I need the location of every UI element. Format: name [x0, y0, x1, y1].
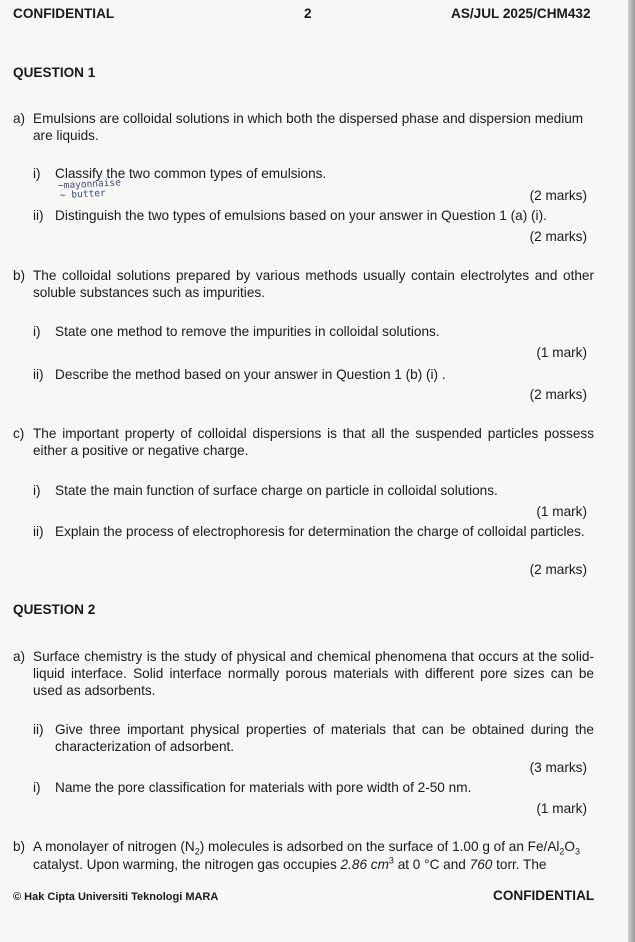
q1ci-marks: (1 mark)	[536, 504, 587, 519]
q2aii-text: Give three important physical properties of materials that can be obtained during the characterization of adsorbent.	[55, 722, 594, 754]
q2b-label: b)	[13, 839, 26, 854]
q2b-line2	[33, 856, 546, 873]
q2b-line2-part-c: torr. The	[492, 857, 547, 872]
q1bi-text: State one method to remove the impurities in colloidal solutions.	[55, 324, 440, 339]
q2b-line1	[33, 838, 580, 855]
q2b-o3-subscript: 3	[575, 846, 581, 857]
q1a-text: Emulsions are colloidal solutions in which both the dispersed phase and dispersion medium are liquids.	[33, 111, 584, 143]
q2b-pressure-value: 760	[469, 857, 493, 872]
q1c-label: c)	[13, 426, 25, 441]
q2b-cm3-superscript: 3	[388, 855, 394, 866]
question-1-title: QUESTION 1	[13, 65, 96, 80]
q2aii-marks: (3 marks)	[529, 760, 587, 775]
q2ai-marks: (1 mark)	[536, 801, 587, 816]
question-2-title: QUESTION 2	[13, 602, 96, 617]
handwritten-answer-1: ~mayonnaise	[57, 177, 122, 192]
handwritten-answer-2: ~ butter	[59, 187, 106, 202]
q2b-volume-value: 2.86 cm	[340, 857, 389, 872]
q1aii-label: ii)	[33, 208, 44, 223]
q2a-label: a)	[13, 649, 26, 664]
q2b-n2-subscript: 2	[194, 846, 200, 857]
q2ai-text: Name the pore classification for materials with pore width of 2-50 nm.	[55, 780, 472, 795]
footer-confidential: CONFIDENTIAL	[493, 888, 595, 903]
page-number: 2	[304, 6, 312, 21]
q1bii-label: ii)	[33, 367, 44, 382]
q1bii-marks: (2 marks)	[529, 387, 587, 402]
q1ai-label: i)	[33, 166, 41, 181]
header-confidential: CONFIDENTIAL	[13, 6, 115, 21]
q1ci-label: i)	[33, 483, 41, 498]
q1aii-marks: (2 marks)	[529, 229, 587, 244]
q2b-line1-part-c: O	[564, 839, 575, 854]
q1cii-marks: (2 marks)	[529, 562, 587, 577]
q2ai-label: i)	[33, 780, 41, 795]
q2b-line2-part-a: catalyst. Upon warming, the nitrogen gas occupies	[33, 857, 341, 872]
q1b-label: b)	[13, 268, 26, 283]
header-course-code: AS/JUL 2025/CHM432	[451, 6, 591, 21]
q1ai-text: Classify the two common types of emulsions.	[55, 166, 327, 181]
q2b-line1-part-b: ) molecules is adsorbed on the surface of 1.00 g of an Fe/Al	[199, 839, 560, 854]
q1bi-label: i)	[33, 324, 41, 339]
q1bii-text: Describe the method based on your answer in Question 1 (b) (i) .	[55, 367, 446, 382]
q2aii-label: ii)	[33, 722, 44, 737]
q1ai-marks: (2 marks)	[529, 188, 587, 203]
q2a-text: Surface chemistry is the study of physical and chemical phenomena that occurs at the solid-liquid interface. Solid interface normally porous materials with different pore sizes can be used as adsorbents.	[33, 649, 594, 698]
q1ci-text: State the main function of surface charge on particle in colloidal solutions.	[55, 483, 498, 498]
page-edge-shadow	[628, 0, 635, 942]
q1bi-marks: (1 mark)	[536, 345, 587, 360]
q2b-line1-part-a: A monolayer of nitrogen (N	[33, 839, 195, 854]
q1a-label: a)	[13, 111, 26, 126]
q1cii-text: Explain the process of electrophoresis for determination the charge of colloidal particles.	[55, 524, 585, 539]
q1b-text: The colloidal solutions prepared by various methods usually contain electrolytes and other soluble substances such as impurities.	[33, 268, 594, 300]
footer-copyright: © Hak Cipta Universiti Teknologi MARA	[13, 891, 219, 903]
q1cii-label: ii)	[33, 524, 44, 539]
q1aii-text: Distinguish the two types of emulsions based on your answer in Question 1 (a) (i).	[55, 208, 547, 223]
q1c-text: The important property of colloidal dispersions is that all the suspended particles possess either a positive or negative charge.	[33, 426, 594, 458]
q2b-line2-part-b: at 0 °C and	[393, 857, 470, 872]
q2b-al2-subscript: 2	[559, 846, 565, 857]
